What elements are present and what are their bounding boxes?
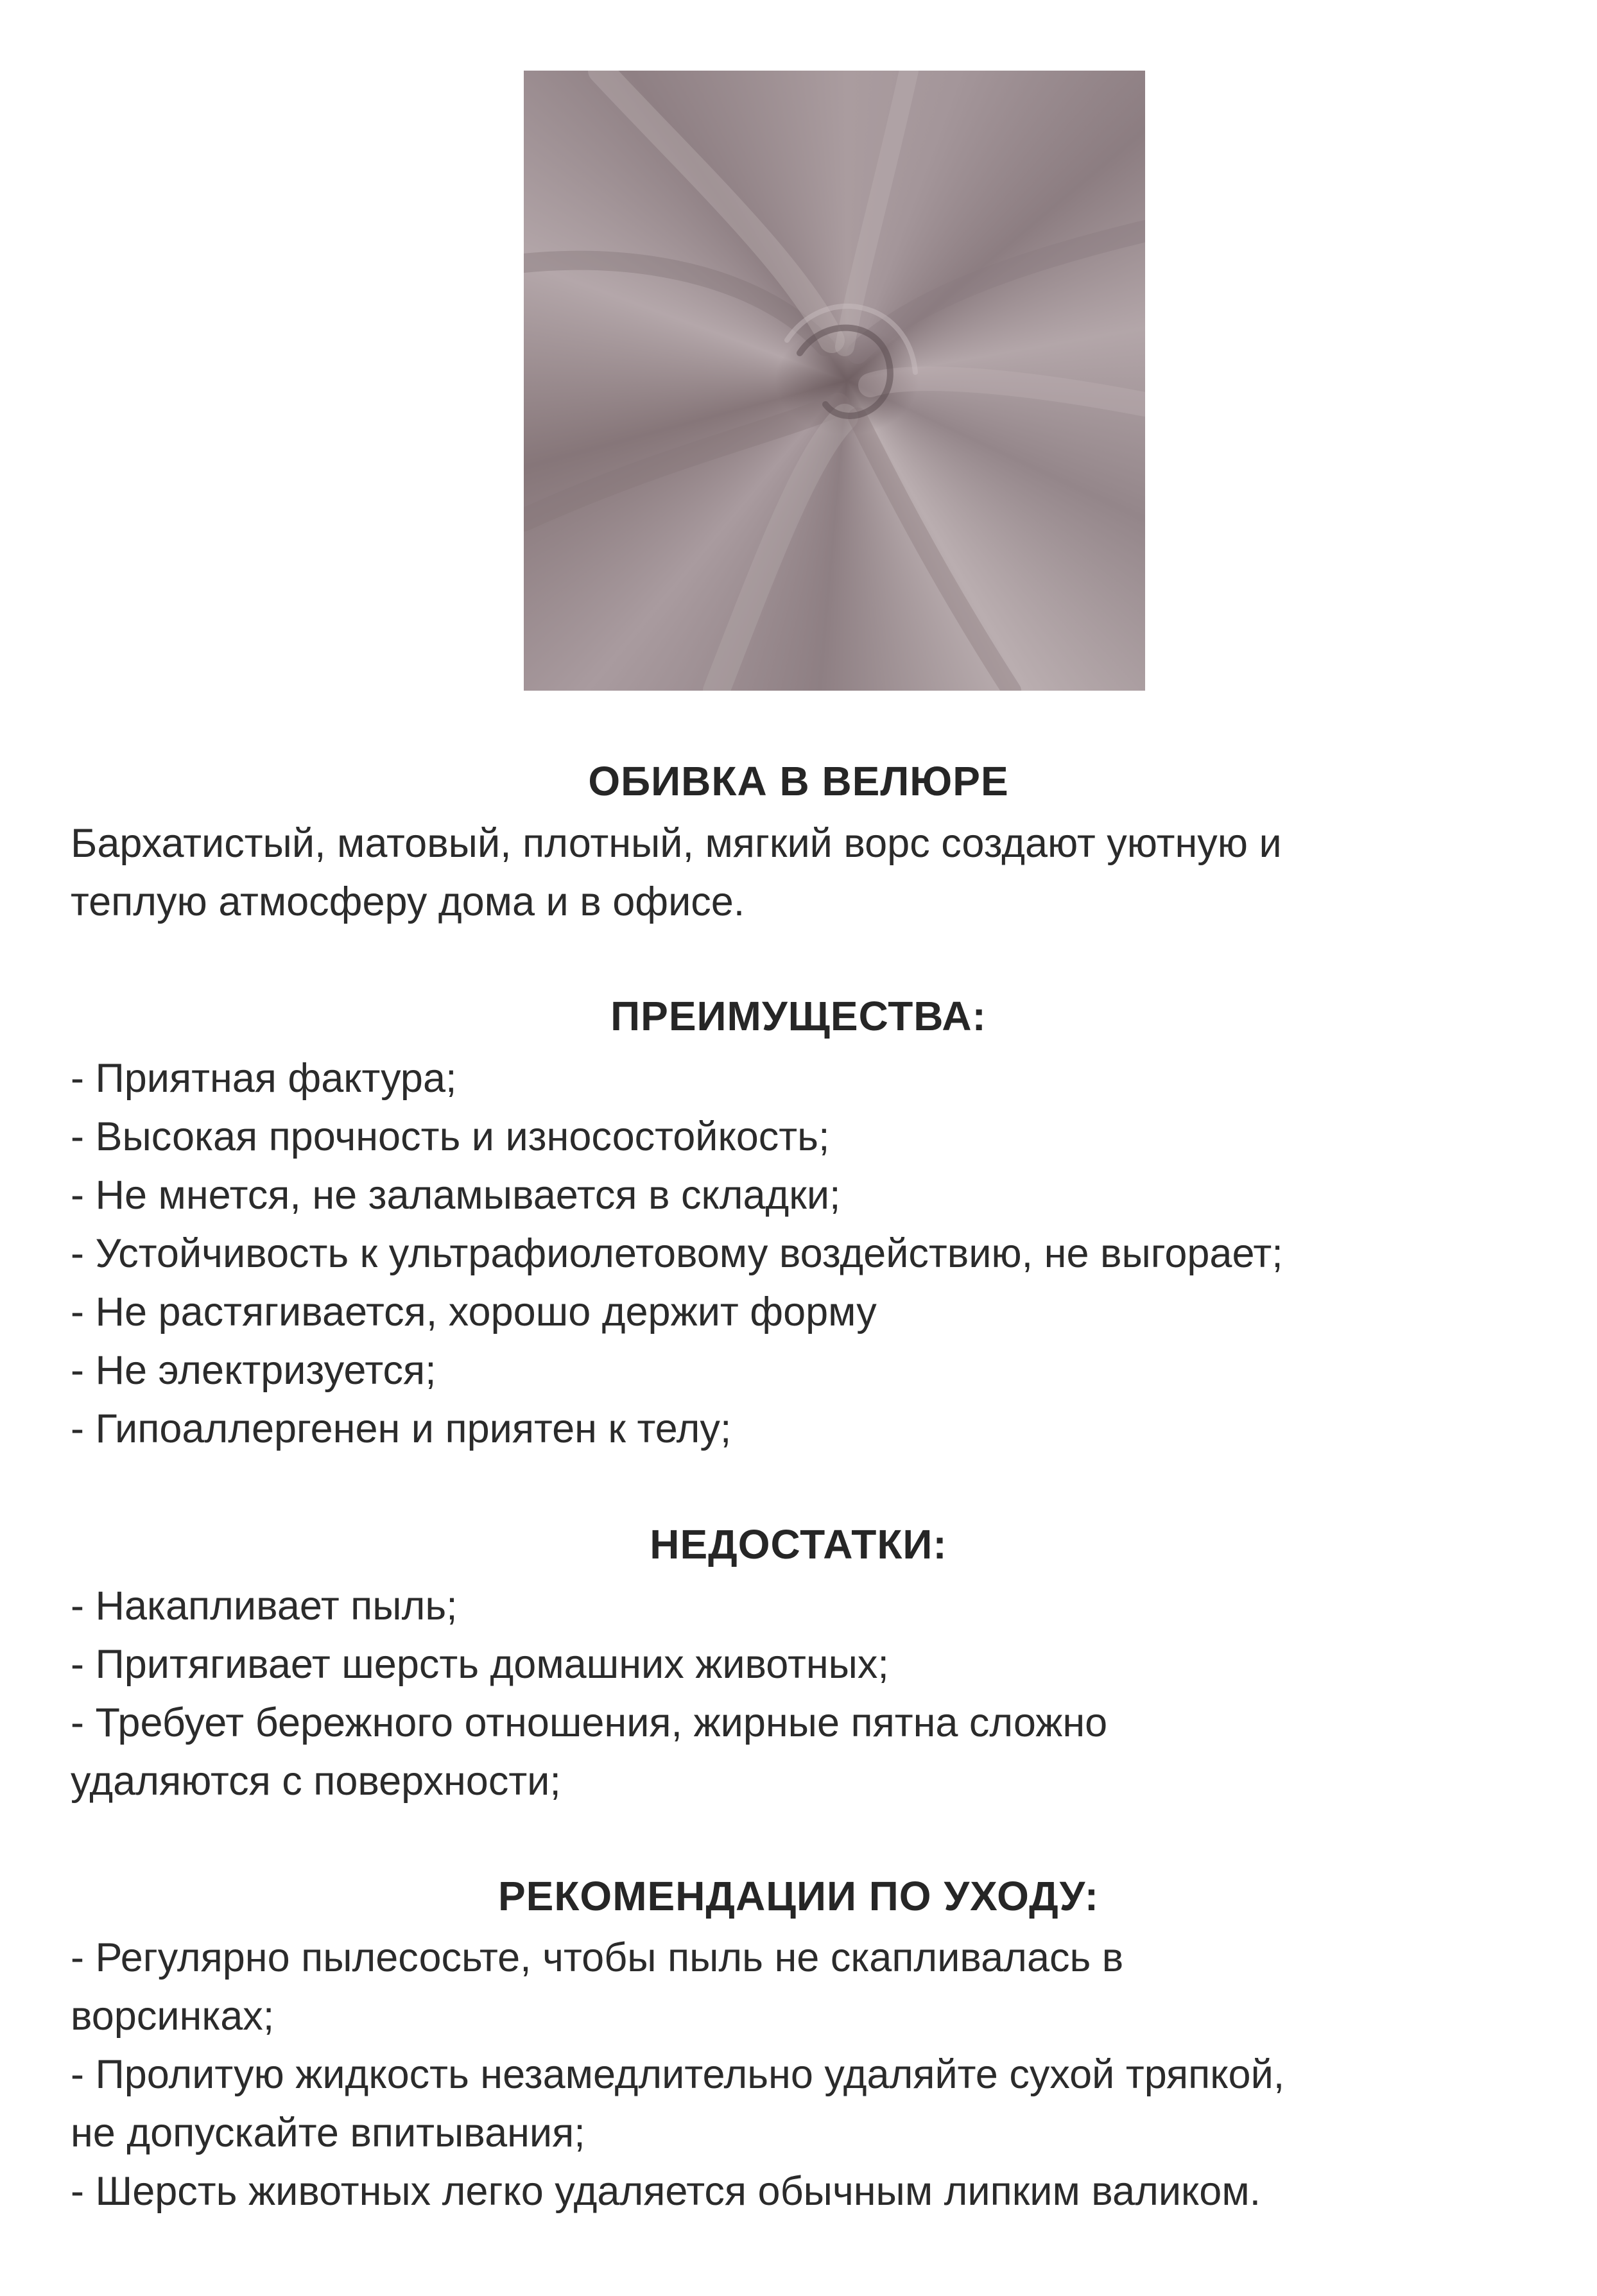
intro-line: Бархатистый, матовый, плотный, мягкий ворс создают уютную и	[71, 821, 1282, 866]
advantages-heading: ПРЕИМУЩЕСТВА:	[610, 993, 987, 1039]
disadvantage-item: - Притягивает шерсть домашних животных;	[71, 1642, 889, 1687]
advantage-item: - Не растягивается, хорошо держит форму	[71, 1290, 877, 1334]
care-item: - Регулярно пылесосьте, чтобы пыль не скапливалась в	[71, 1935, 1124, 1980]
disadvantage-item: - Требует бережного отношения, жирные пятна сложно	[71, 1700, 1108, 1745]
care-heading: РЕКОМЕНДАЦИИ ПО УХОДУ:	[497, 1873, 1100, 1919]
advantage-item: - Не электризуется;	[71, 1348, 436, 1393]
care-item: - Пролитую жидкость незамедлительно удаляйте сухой тряпкой,	[71, 2052, 1285, 2097]
disadvantage-item: удаляются с поверхности;	[71, 1759, 561, 1804]
advantage-item: - Приятная фактура;	[71, 1056, 457, 1101]
care-item: ворсинках;	[71, 1994, 275, 2039]
fabric-swirl-folds	[524, 71, 1145, 691]
advantage-item: - Не мнется, не заламывается в складки;	[71, 1173, 841, 1218]
advantage-item: - Устойчивость к ультрафиолетовому воздействию, не выгорает;	[71, 1231, 1283, 1276]
advantage-item: - Гипоаллергенен и приятен к телу;	[71, 1406, 732, 1451]
disadvantages-heading: НЕДОСТАТКИ:	[650, 1521, 947, 1567]
care-item: не допускайте впитывания;	[71, 2110, 585, 2155]
advantage-item: - Высокая прочность и износостойкость;	[71, 1114, 830, 1159]
title-heading: ОБИВКА В ВЕЛЮРЕ	[588, 758, 1009, 804]
care-item: - Шерсть животных легко удаляется обычным липким валиком.	[71, 2169, 1261, 2214]
fabric-swatch-image	[524, 71, 1145, 691]
disadvantage-item: - Накапливает пыль;	[71, 1584, 458, 1628]
intro-line: теплую атмосферу дома и в офисе.	[71, 879, 745, 924]
